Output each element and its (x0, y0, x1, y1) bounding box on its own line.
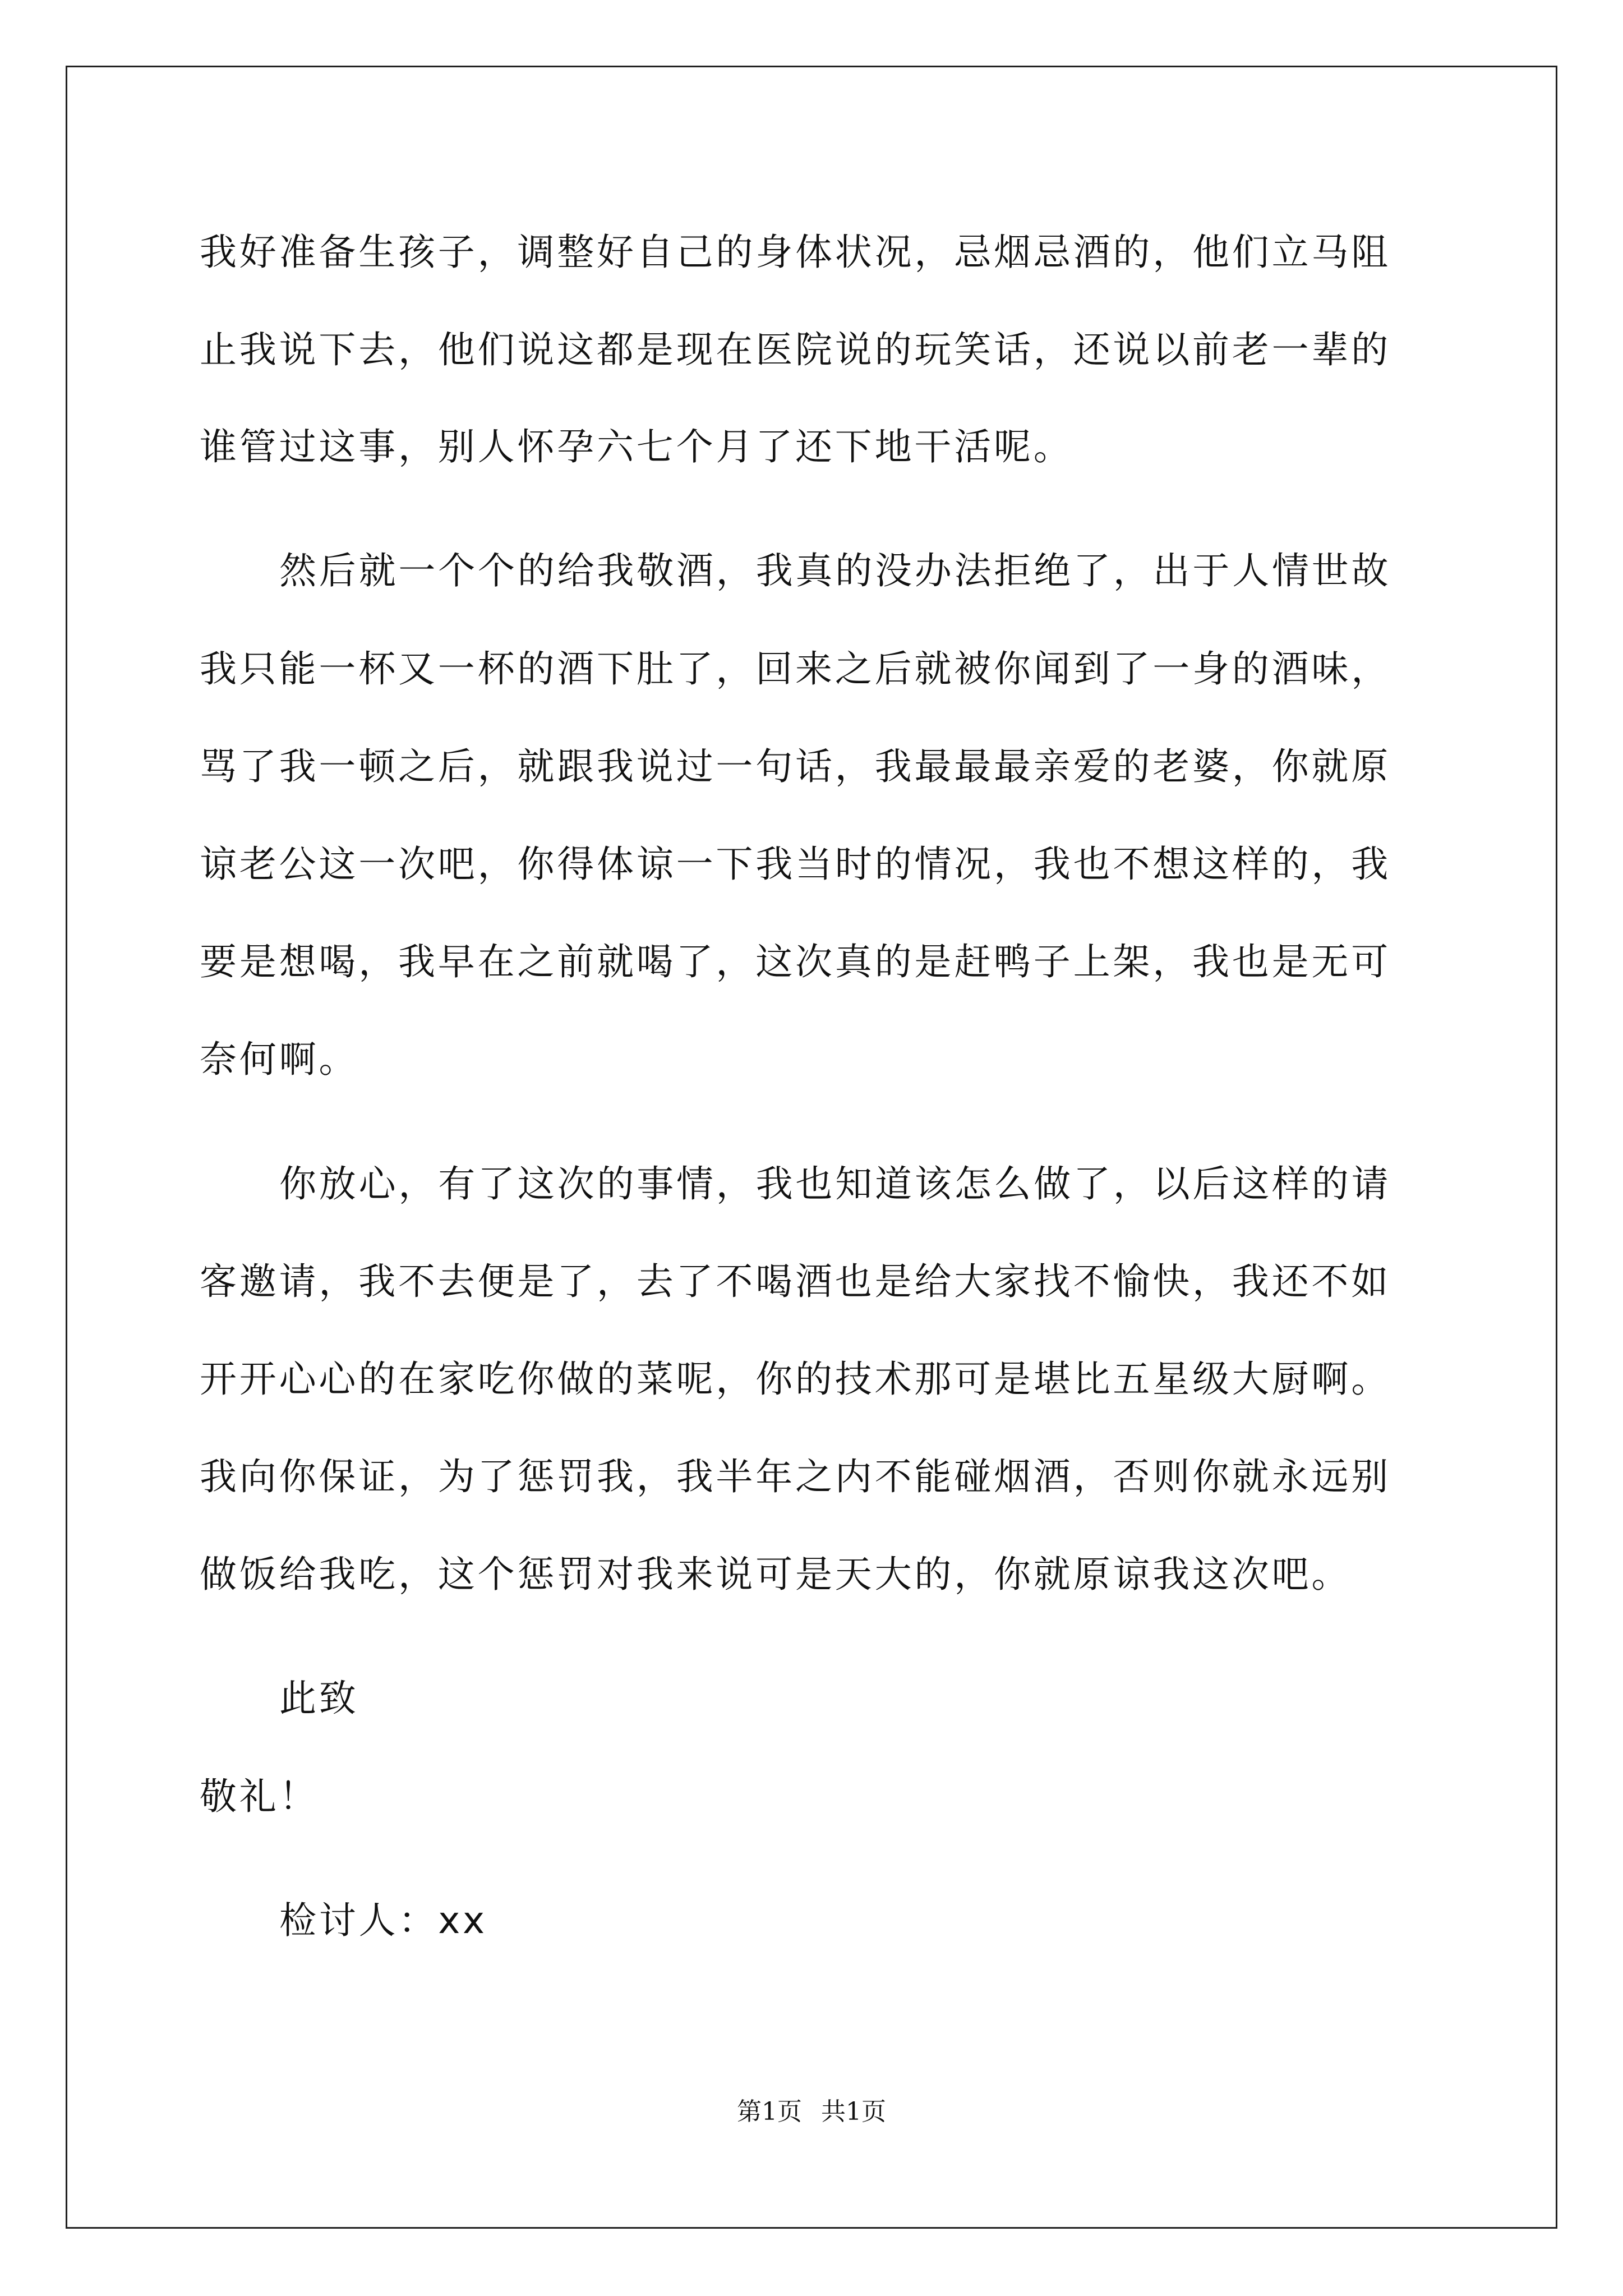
paragraph-line: 我好准备生孩子，调整好自己的身体状况，忌烟忌酒的，他们立马阻 (200, 231, 1391, 274)
paragraph-line: 骂了我一顿之后，就跟我说过一句话，我最最最亲爱的老婆，你就原 (200, 745, 1391, 788)
signature-line: 检讨人：xx (279, 1899, 487, 1942)
page-footer (0, 2095, 1623, 2129)
paragraph-line: 然后就一个个的给我敬酒，我真的没办法拒绝了，出于人情世故 (279, 549, 1391, 592)
paragraph-line: 止我说下去，他们说这都是现在医院说的玩笑话，还说以前老一辈的 (200, 328, 1391, 371)
paragraph-line: 开开心心的在家吃你做的菜呢，你的技术那可是堪比五星级大厨啊。 (200, 1358, 1391, 1401)
paragraph-line: 我向你保证，为了惩罚我，我半年之内不能碰烟酒，否则你就永远别 (200, 1455, 1391, 1498)
paragraph-line: 谁管过这事，别人怀孕六七个月了还下地干活呢。 (200, 425, 1073, 468)
paragraph-line: 客邀请，我不去便是了，去了不喝酒也是给大家找不愉快，我还不如 (200, 1260, 1391, 1303)
paragraph-line: 奈何啊。 (200, 1038, 359, 1081)
paragraph-line: 要是想喝，我早在之前就喝了，这次真的是赶鸭子上架，我也是无可 (200, 940, 1391, 983)
paragraph-line: 谅老公这一次吧，你得体谅一下我当时的情况，我也不想这样的，我 (200, 843, 1391, 886)
paragraph-line: 做饭给我吃，这个惩罚对我来说可是天大的，你就原谅我这次吧。 (200, 1553, 1352, 1596)
closing-salutation: 此致 (279, 1677, 359, 1720)
page-total: 共1页 (821, 2097, 886, 2126)
paragraph-line: 我只能一杯又一杯的酒下肚了，回来之后就被你闻到了一身的酒味， (200, 647, 1391, 691)
closing-regards: 敬礼！ (200, 1775, 319, 1818)
page-number: 第1页 (737, 2097, 802, 2126)
paragraph-line: 你放心，有了这次的事情，我也知道该怎么做了，以后这样的请 (279, 1162, 1391, 1205)
